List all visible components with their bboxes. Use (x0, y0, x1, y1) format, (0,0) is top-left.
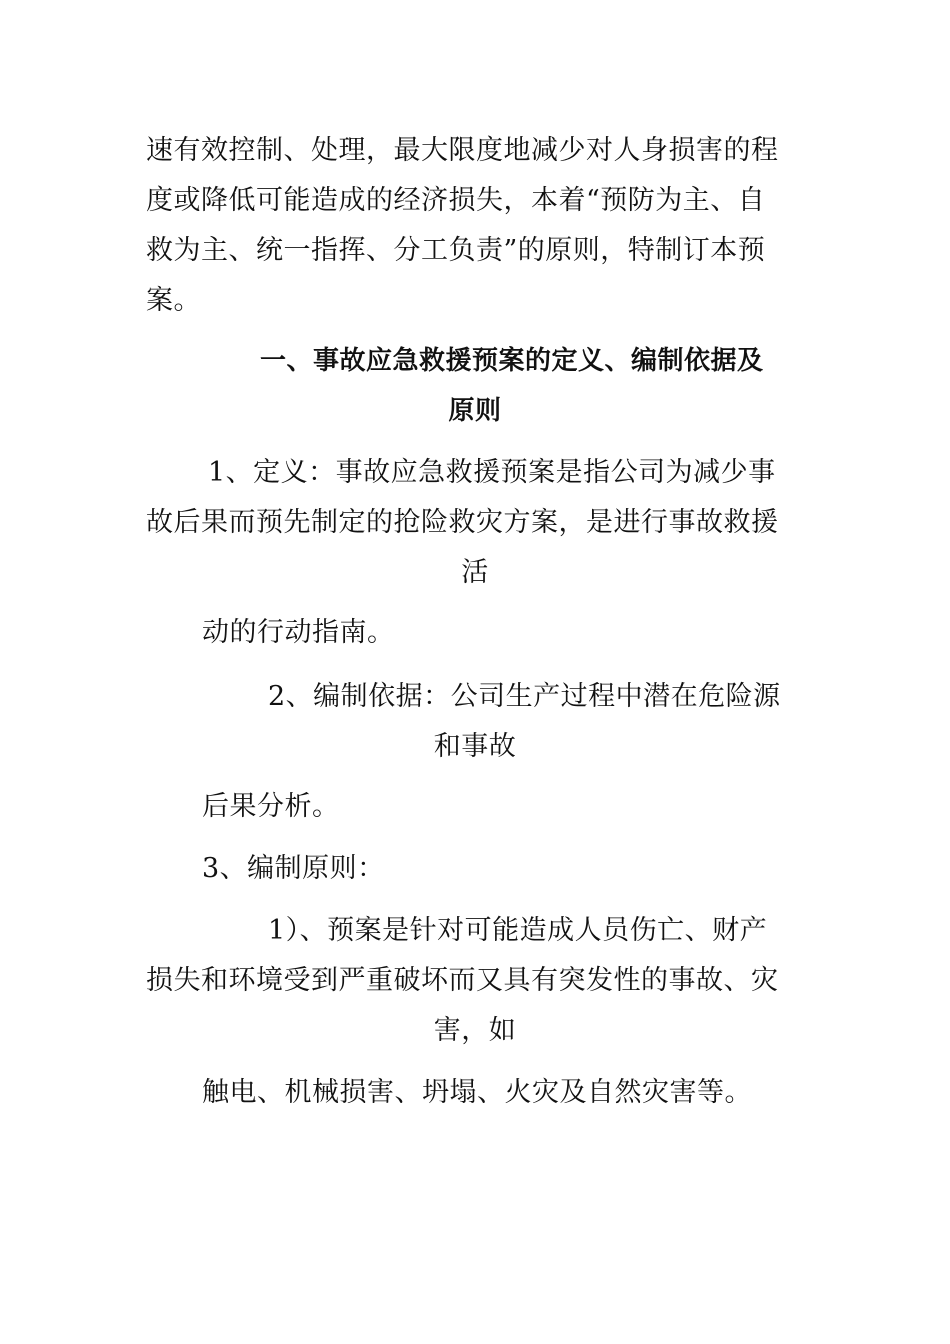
intro-line-1: 速有效控制、处理，最大限度地减少对人身损害的程 (146, 135, 779, 166)
principle-1-line-2: 损失和环境受到严重破坏而又具有突发性的事故、灾 (146, 965, 779, 996)
intro-line-2: 度或降低可能造成的经济损失，本着“预防为主、自 (146, 185, 766, 216)
principle-1-line-3: 害，如 (433, 1015, 517, 1046)
definition-line-4: 动的行动指南。 (202, 617, 395, 648)
definition-line-1: 1、定义：事故应急救援预案是指公司为减少事 (208, 457, 776, 488)
definition-line-2: 故后果而预先制定的抢险救灾方案，是进行事故救援 (146, 507, 779, 538)
intro-line-3: 救为主、统一指挥、分工负责”的原则，特制订本预 (146, 235, 766, 266)
intro-line-4: 案。 (146, 285, 201, 316)
basis-line-3: 后果分析。 (202, 791, 340, 822)
definition-line-3: 活 (461, 557, 489, 588)
basis-line-2: 和事故 (433, 731, 517, 762)
basis-line-1: 2、编制依据：公司生产过程中潜在危险源 (268, 681, 781, 712)
section-heading-line-1: 一、事故应急救援预案的定义、编制依据及 (260, 346, 764, 376)
principles-label: 3、编制原则： (202, 853, 385, 884)
principle-1-line-4: 触电、机械损害、坍塌、火灾及自然灾害等。 (202, 1077, 752, 1108)
principle-1-line-1: 1）、预案是针对可能造成人员伤亡、财产 (268, 915, 768, 946)
section-heading-line-2: 原则 (448, 396, 502, 426)
